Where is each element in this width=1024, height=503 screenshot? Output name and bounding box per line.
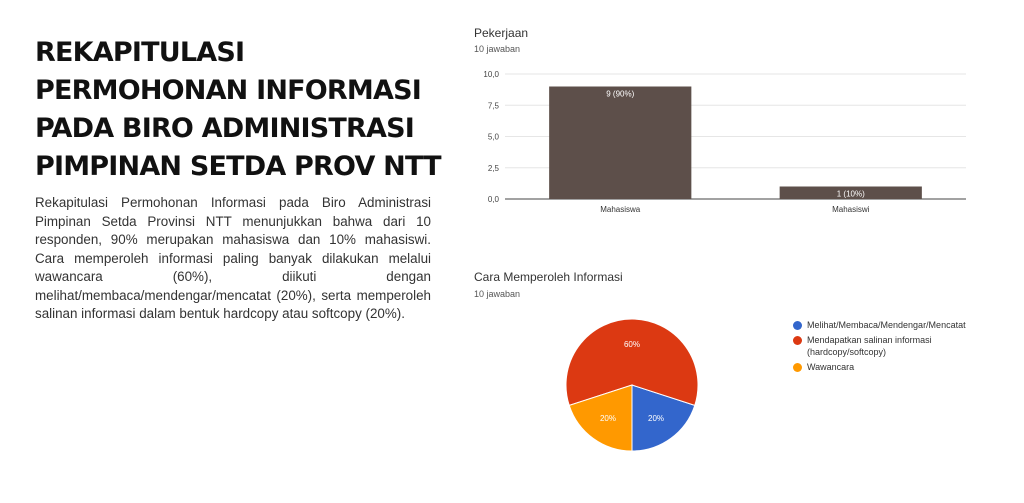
bar-chart-subtitle: 10 jawaban bbox=[474, 44, 521, 54]
title-line: PIMPINAN SETDA PROV NTT bbox=[35, 151, 441, 182]
legend-label-line: Melihat/Membaca/Mendengar/Mencatat bbox=[807, 320, 966, 330]
title-line: PADA BIRO ADMINISTRASI bbox=[35, 113, 414, 144]
bar-chart bbox=[440, 60, 1000, 225]
bar bbox=[549, 87, 691, 200]
x-tick-label: Mahasiswa bbox=[600, 205, 641, 214]
slice-label: 60% bbox=[623, 340, 641, 350]
page-title bbox=[35, 34, 441, 186]
y-tick-label: 7,5 bbox=[487, 101, 499, 111]
legend-item bbox=[793, 334, 993, 358]
legend-label bbox=[807, 319, 966, 331]
x-tick-label: Mahasiswi bbox=[832, 205, 870, 214]
y-tick-label: 5,0 bbox=[487, 132, 499, 142]
legend-swatch bbox=[793, 336, 802, 345]
legend-swatch bbox=[793, 321, 802, 330]
pie-chart-title: Cara Memperoleh Informasi bbox=[474, 270, 623, 284]
title-line: REKAPITULASI bbox=[35, 37, 245, 68]
y-tick-label: 0,0 bbox=[487, 195, 499, 204]
pie-chart-subtitle: 10 jawaban bbox=[474, 289, 521, 299]
data-label: 1 (10%) bbox=[836, 189, 865, 199]
bar-chart-title: Pekerjaan bbox=[474, 26, 529, 40]
legend-swatch bbox=[793, 363, 802, 372]
legend-label-line: Mendapatkan salinan informasi bbox=[807, 335, 932, 345]
y-tick-label: 10,0 bbox=[483, 70, 499, 79]
slice-label: 20% bbox=[599, 414, 616, 424]
legend-label bbox=[807, 334, 932, 358]
legend-label-line: Wawancara bbox=[807, 362, 855, 372]
data-label: 9 (90%) bbox=[606, 89, 635, 99]
text-panel bbox=[35, 34, 441, 337]
description-paragraph: Rekapitulasi Permohonan Informasi pada Biro Administrasi Pimpinan Setda Provinsi NTT menunjukkan bahwa dari 10 responden, 90% merupakan mahasiswa dan 10% mahasiswi. Cara memperoleh informasi paling banyak dilakukan melalui wawancara (60%), diikuti dengan melihat/membaca/mendengar/mencatat (20%), serta memperoleh salinan informasi dalam bentuk hardcopy atau softcopy (20%). bbox=[35, 195, 431, 321]
title-line: PERMOHONAN INFORMASI bbox=[35, 75, 421, 106]
pie-chart bbox=[540, 300, 740, 470]
pie-legend bbox=[793, 319, 993, 376]
legend-label bbox=[807, 361, 854, 373]
y-tick-label: 2,5 bbox=[487, 163, 499, 173]
legend-item bbox=[793, 361, 993, 373]
slice-label: 20% bbox=[648, 414, 665, 424]
legend-label-line: (hardcopy/softcopy) bbox=[807, 347, 887, 357]
legend-item bbox=[793, 319, 993, 331]
